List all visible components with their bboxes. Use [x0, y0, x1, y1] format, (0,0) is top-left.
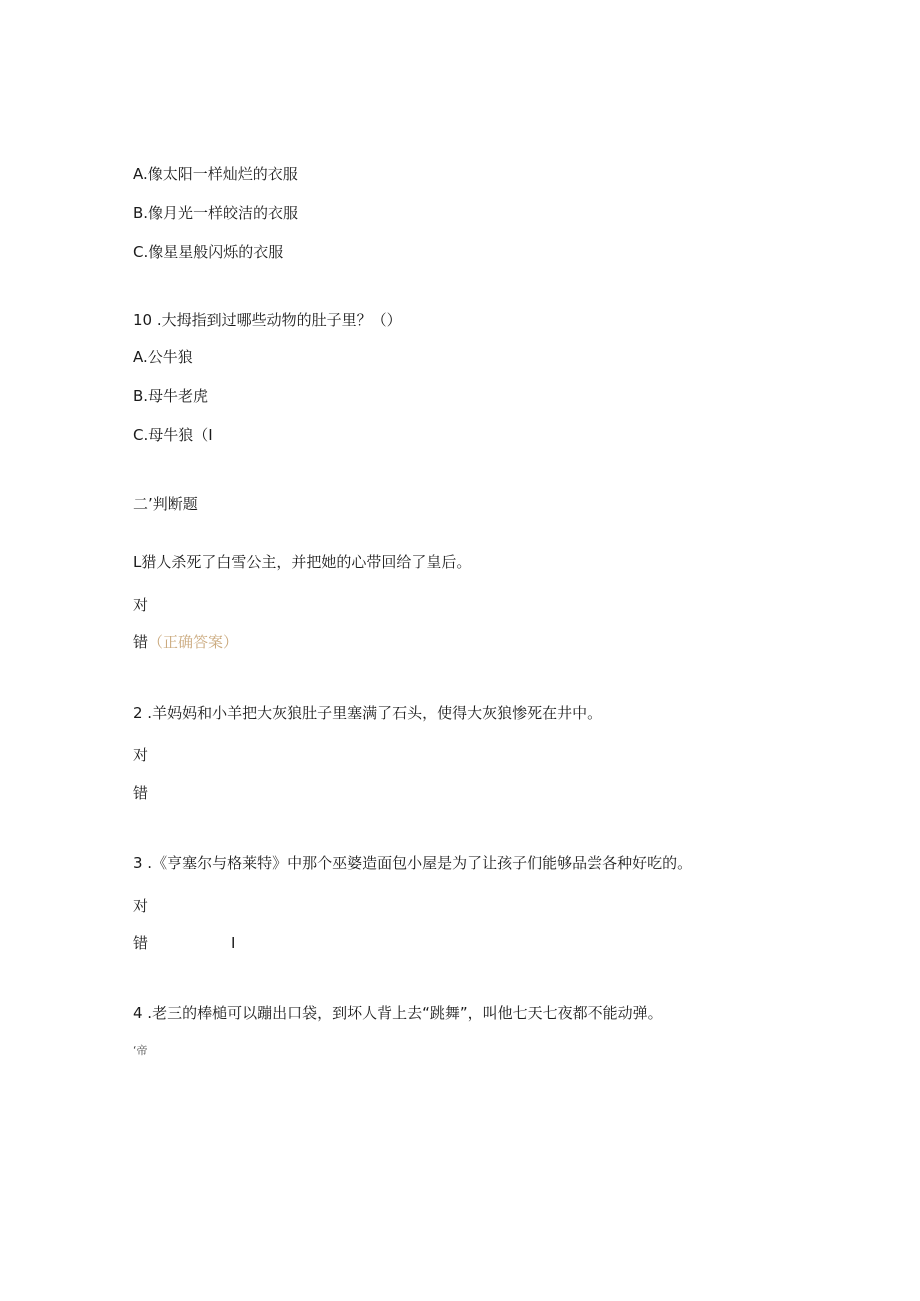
q10-option-c: C.母牛狼（I	[133, 426, 213, 444]
q10-option-a: A.公牛狼	[133, 348, 193, 366]
q9-option-c: C.像星星般闪烁的衣服	[133, 243, 284, 261]
q10-question: 10 .大拇指到过哪些动物的肚子里？（）	[133, 311, 402, 329]
tf-q3-false-option: 错	[133, 934, 149, 952]
tf-q1-true-option: 对	[133, 596, 149, 614]
tf-q1-question: L猎人杀死了白雪公主，并把她的心带回给了皇后。	[133, 553, 472, 571]
tf-q1-false-option	[133, 632, 238, 652]
tf-q2-false-option: 错	[133, 784, 149, 802]
correct-answer-note: （正确答案）	[148, 633, 239, 651]
tf-q3-question: 3 .《亨塞尔与格莱特》中那个巫婆造面包小屋是为了让孩子们能够品尝各种好吃的。	[133, 854, 693, 872]
tf-q4-question: 4 .老三的棒槌可以蹦出口袋，到坏人背上去“跳舞”，叫他七天七夜都不能动弹。	[133, 1004, 663, 1022]
q9-option-b: B.像月光一样皎洁的衣服	[133, 204, 299, 222]
tf-q3-stray-mark: I	[231, 934, 236, 952]
section-title-judgement: 二’判断题	[133, 495, 198, 513]
q10-option-b: B.母牛老虎	[133, 387, 209, 405]
tf-q1-false-label: 错	[133, 633, 149, 651]
tf-q2-question: 2 .羊妈妈和小羊把大灰狼肚子里塞满了石头，使得大灰狼惨死在井中。	[133, 704, 603, 722]
tf-q4-fragment: ‘帝	[133, 1044, 148, 1057]
tf-q2-true-option: 对	[133, 746, 149, 764]
tf-q3-true-option: 对	[133, 897, 149, 915]
q9-option-a: A.像太阳一样灿烂的衣服	[133, 165, 298, 183]
